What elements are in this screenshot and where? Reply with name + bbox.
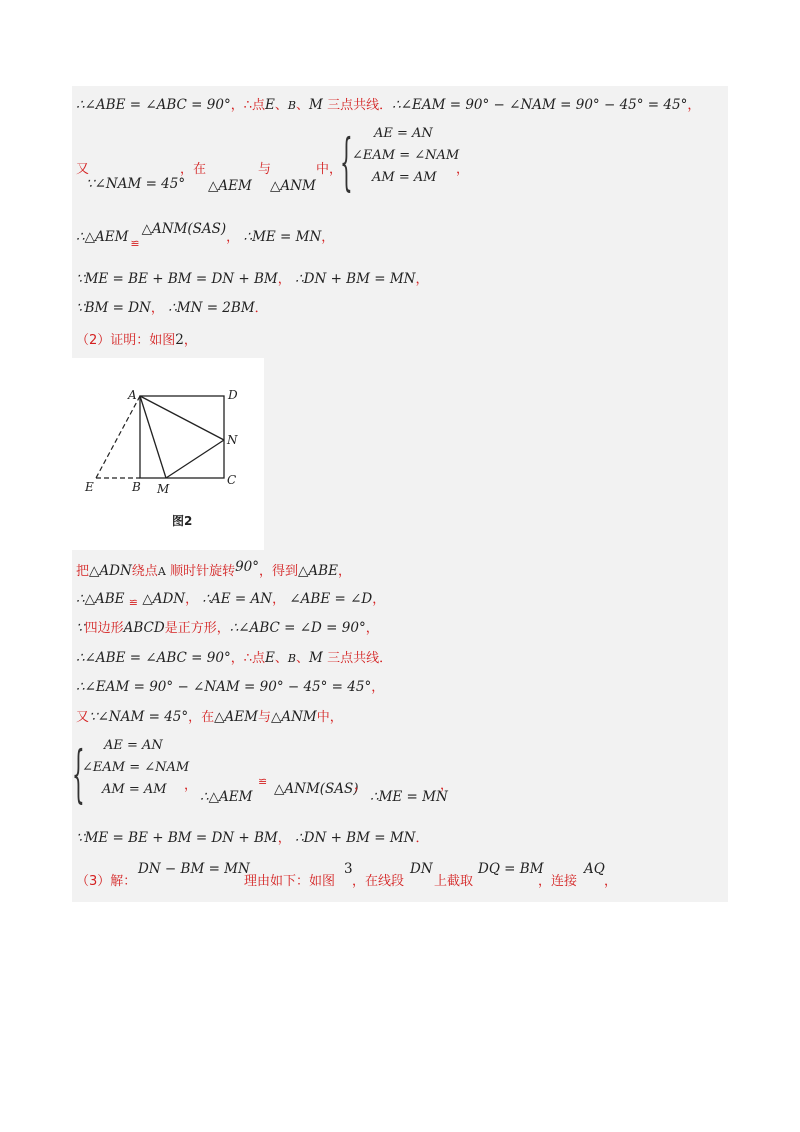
math: ∴∠EAM = 90° − ∠NAM = 90° − 45° = 45° bbox=[76, 679, 372, 695]
math: 3 bbox=[344, 861, 353, 877]
math: △ANM bbox=[270, 178, 316, 194]
part3-heading: （3）解： bbox=[76, 874, 137, 889]
text: ， bbox=[277, 831, 291, 846]
text: ， bbox=[277, 272, 291, 287]
text: 、 bbox=[274, 651, 288, 666]
math: ∴∠ABE = ∠ABC = 90° bbox=[76, 97, 231, 113]
text: 顺时针旋转 bbox=[170, 564, 236, 579]
line-2-tri1 bbox=[208, 177, 252, 195]
congruent-symbol: ≌ bbox=[258, 775, 268, 788]
text: 、 bbox=[295, 98, 309, 113]
text: ， bbox=[354, 778, 368, 793]
figure-2 bbox=[72, 358, 264, 550]
math: DN − BM = MN bbox=[138, 861, 250, 877]
line-2-given bbox=[86, 175, 185, 193]
line-2-tri2 bbox=[270, 177, 316, 195]
text: ，得到 bbox=[259, 564, 299, 579]
math: ∴∠EAM = 90° − ∠NAM = 90° − 45° = 45° bbox=[392, 97, 688, 113]
math: ∴ME = MN bbox=[370, 789, 448, 805]
system-row: AE = AN bbox=[104, 738, 163, 753]
line-15-cut bbox=[434, 872, 473, 891]
math: ABCD bbox=[123, 620, 165, 636]
math: ∴△AEM bbox=[76, 229, 129, 245]
math: △AEM bbox=[208, 178, 252, 194]
math: ∵ME = BE + BM = DN + BM bbox=[76, 271, 278, 287]
text: 是正方形， bbox=[164, 621, 230, 636]
math: ∴△ABE bbox=[76, 591, 125, 607]
label-m: M bbox=[157, 482, 170, 496]
text: 中， bbox=[316, 710, 343, 725]
text: ， bbox=[371, 680, 385, 695]
math: △ANM(SAS) bbox=[274, 781, 359, 797]
line-15-aq bbox=[584, 860, 605, 878]
math: ∴△AEM bbox=[200, 789, 253, 805]
line-5 bbox=[76, 299, 268, 318]
text: ， bbox=[365, 621, 379, 636]
text: 与 bbox=[258, 162, 272, 177]
text: ， bbox=[337, 564, 351, 579]
line-13-comma3 bbox=[440, 776, 453, 795]
line-13-conclusion bbox=[200, 788, 252, 806]
text: ． bbox=[254, 301, 268, 316]
line-13-comma2 bbox=[354, 776, 367, 795]
line-11 bbox=[76, 678, 384, 697]
text: 四边形 bbox=[84, 621, 124, 636]
text: ，∴点 bbox=[230, 651, 265, 666]
text: 又 bbox=[76, 162, 90, 177]
text: 三点共线． bbox=[327, 651, 393, 666]
text: ， bbox=[321, 230, 335, 245]
system-row: ∠EAM = ∠NAM bbox=[82, 760, 190, 775]
label-e: E bbox=[85, 480, 94, 494]
text: ， bbox=[185, 592, 199, 607]
text: ． bbox=[415, 831, 429, 846]
line-15-end bbox=[604, 872, 617, 891]
text: 、 bbox=[274, 98, 288, 113]
text: 中， bbox=[316, 162, 343, 177]
text: ， bbox=[272, 592, 286, 607]
line-15-dq bbox=[478, 860, 544, 878]
text: ， bbox=[687, 98, 701, 113]
line-15-label bbox=[76, 872, 136, 891]
math: M bbox=[308, 97, 323, 113]
math: △AEM bbox=[214, 709, 258, 725]
math: △ABE bbox=[298, 563, 338, 579]
line-3 bbox=[76, 221, 335, 250]
math: ∵ME = BE + BM = DN + BM bbox=[76, 830, 278, 846]
math: △ANM(SAS) bbox=[141, 221, 227, 237]
text: ， bbox=[604, 874, 618, 889]
math: △ANM bbox=[270, 709, 317, 725]
line-9 bbox=[76, 619, 379, 638]
math: ∵∠NAM = 45° bbox=[86, 176, 186, 192]
text: ， bbox=[226, 230, 240, 245]
line-2-comma bbox=[456, 160, 469, 179]
text: ， bbox=[183, 333, 197, 348]
math: 90° bbox=[235, 559, 260, 575]
label-n: N bbox=[227, 433, 238, 447]
math: ∴DN + BM = MN bbox=[295, 271, 416, 287]
system-row: AM = AM bbox=[102, 782, 167, 797]
math: ∴∠ABC = ∠D = 90° bbox=[229, 620, 366, 636]
math: ∠ABE = ∠D bbox=[289, 591, 373, 607]
text: ，在 bbox=[180, 162, 207, 177]
segment-ae-dashed bbox=[96, 396, 140, 478]
line-8 bbox=[76, 590, 385, 609]
segment-an bbox=[140, 396, 224, 440]
congruent-symbol: ≌ bbox=[128, 596, 139, 609]
line-6-part2-heading bbox=[76, 331, 197, 350]
line-7 bbox=[76, 559, 351, 581]
text: 与 bbox=[257, 710, 271, 725]
text: 上截取 bbox=[434, 874, 474, 889]
line-13-sas bbox=[274, 780, 359, 798]
congruent-symbol: ≌ bbox=[130, 237, 140, 250]
text: 把 bbox=[76, 564, 90, 579]
math: DN bbox=[410, 861, 433, 877]
text: 、 bbox=[295, 651, 309, 666]
line-13-me bbox=[370, 788, 448, 806]
label-a: A bbox=[128, 388, 137, 402]
math: ∴∠ABE = ∠ABC = 90° bbox=[76, 650, 231, 666]
math: ∵∠NAM = 45° bbox=[89, 709, 189, 725]
line-15-dn bbox=[410, 860, 433, 878]
text: ， bbox=[456, 162, 470, 177]
label-c: C bbox=[227, 473, 237, 487]
text: （2）证明：如图 bbox=[76, 333, 176, 348]
text: ， bbox=[372, 592, 386, 607]
text: ， bbox=[415, 272, 429, 287]
figure-caption: 图2 bbox=[172, 514, 193, 528]
math: B bbox=[287, 99, 296, 112]
system-brace: { bbox=[72, 736, 85, 811]
math: E bbox=[264, 97, 275, 113]
math: ∴ME = MN bbox=[243, 229, 322, 245]
text: ，在线段 bbox=[352, 874, 405, 889]
line-13-cong bbox=[258, 772, 267, 791]
text: ，在 bbox=[188, 710, 215, 725]
segment-mn bbox=[166, 440, 224, 478]
system-row: AE = AN bbox=[374, 126, 433, 141]
line-2-zhong bbox=[316, 160, 342, 179]
line-10 bbox=[76, 649, 392, 668]
line-15-reason bbox=[244, 872, 335, 891]
math: ∴AE = AN bbox=[202, 591, 273, 607]
line-12 bbox=[76, 708, 343, 727]
text: ， bbox=[150, 301, 164, 316]
line-14 bbox=[76, 829, 428, 848]
math: M bbox=[308, 650, 323, 666]
math: ∴DN + BM = MN bbox=[295, 830, 416, 846]
line-1 bbox=[76, 96, 700, 115]
math: AQ bbox=[584, 861, 605, 877]
text: ， bbox=[440, 778, 454, 793]
text: 绕点 bbox=[131, 564, 158, 579]
line-2-zai bbox=[180, 160, 206, 179]
math: A bbox=[157, 565, 166, 578]
text: 理由如下：如图 bbox=[244, 874, 336, 889]
system-row: AM = AM bbox=[372, 170, 437, 185]
math: DQ = BM bbox=[478, 861, 544, 877]
line-15-connect bbox=[538, 872, 577, 891]
line-15-segment bbox=[352, 872, 404, 891]
math: △ADN bbox=[142, 591, 186, 607]
math: 2 bbox=[175, 332, 184, 348]
label-d: D bbox=[228, 388, 238, 402]
math: ∵BM = DN bbox=[76, 300, 151, 316]
line-4 bbox=[76, 270, 428, 289]
label-b: B bbox=[132, 480, 141, 494]
text: 三点共线． bbox=[327, 98, 393, 113]
text: ，∴点 bbox=[230, 98, 265, 113]
math: ∴MN = 2BM bbox=[168, 300, 255, 316]
system-row: ∠EAM = ∠NAM bbox=[352, 148, 460, 163]
system-brace: { bbox=[340, 124, 353, 199]
line-13-comma bbox=[184, 776, 197, 795]
line-15-relation bbox=[138, 860, 250, 878]
math: △ADN bbox=[89, 563, 132, 579]
math: ∵ bbox=[76, 620, 85, 636]
text: ， bbox=[184, 778, 198, 793]
text: ，连接 bbox=[538, 874, 578, 889]
square-diagram bbox=[72, 358, 264, 550]
text: 又 bbox=[76, 710, 90, 725]
math: E bbox=[264, 650, 275, 666]
math: B bbox=[287, 652, 296, 665]
